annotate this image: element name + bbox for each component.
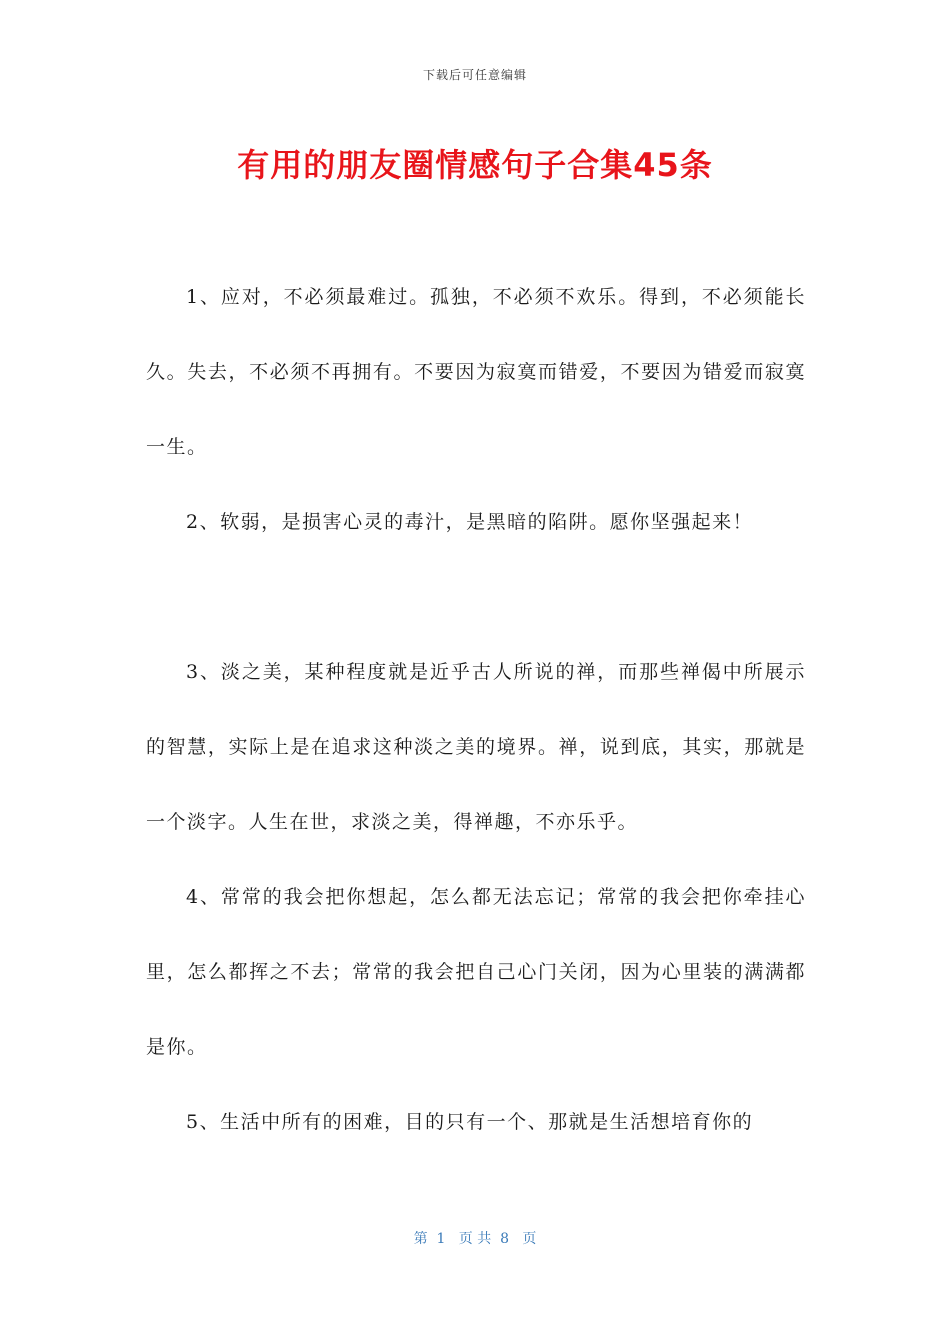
paragraph-1: 1、应对，不必须最难过。孤独，不必须不欢乐。得到，不必须能长久。失去，不必须不再拥有。不要因为寂寞而错爱，不要因为错爱而寂寞一生。 — [146, 286, 806, 458]
paragraph-2: 2、软弱，是损害心灵的毒汁，是黑暗的陷阱。愿你坚强起来！ — [186, 511, 754, 533]
paragraph-5: 5、生活中所有的困难，目的只有一个、那就是生活想培育你的 — [186, 1111, 754, 1133]
paragraph-spacer — [146, 560, 806, 635]
page-number: 第 1 页 共 8 页 — [413, 1231, 537, 1247]
document-title: 有用的朋友圈情感句子合集45条 — [237, 146, 713, 184]
document-body — [146, 260, 806, 1160]
paragraph-3: 3、淡之美，某种程度就是近乎古人所说的禅，而那些禅偈中所展示的智慧，实际上是在追求这种淡之美的境界。禅，说到底，其实，那就是一个淡字。人生在世，求淡之美，得禅趣，不亦乐乎。 — [146, 661, 806, 833]
paragraph-4: 4、常常的我会把你想起，怎么都无法忘记；常常的我会把你牵挂心里，怎么都挥之不去；常常的我会把自己心门关闭，因为心里装的满满都是你。 — [146, 886, 806, 1058]
header-note: 下载后可任意编辑 — [422, 68, 527, 82]
